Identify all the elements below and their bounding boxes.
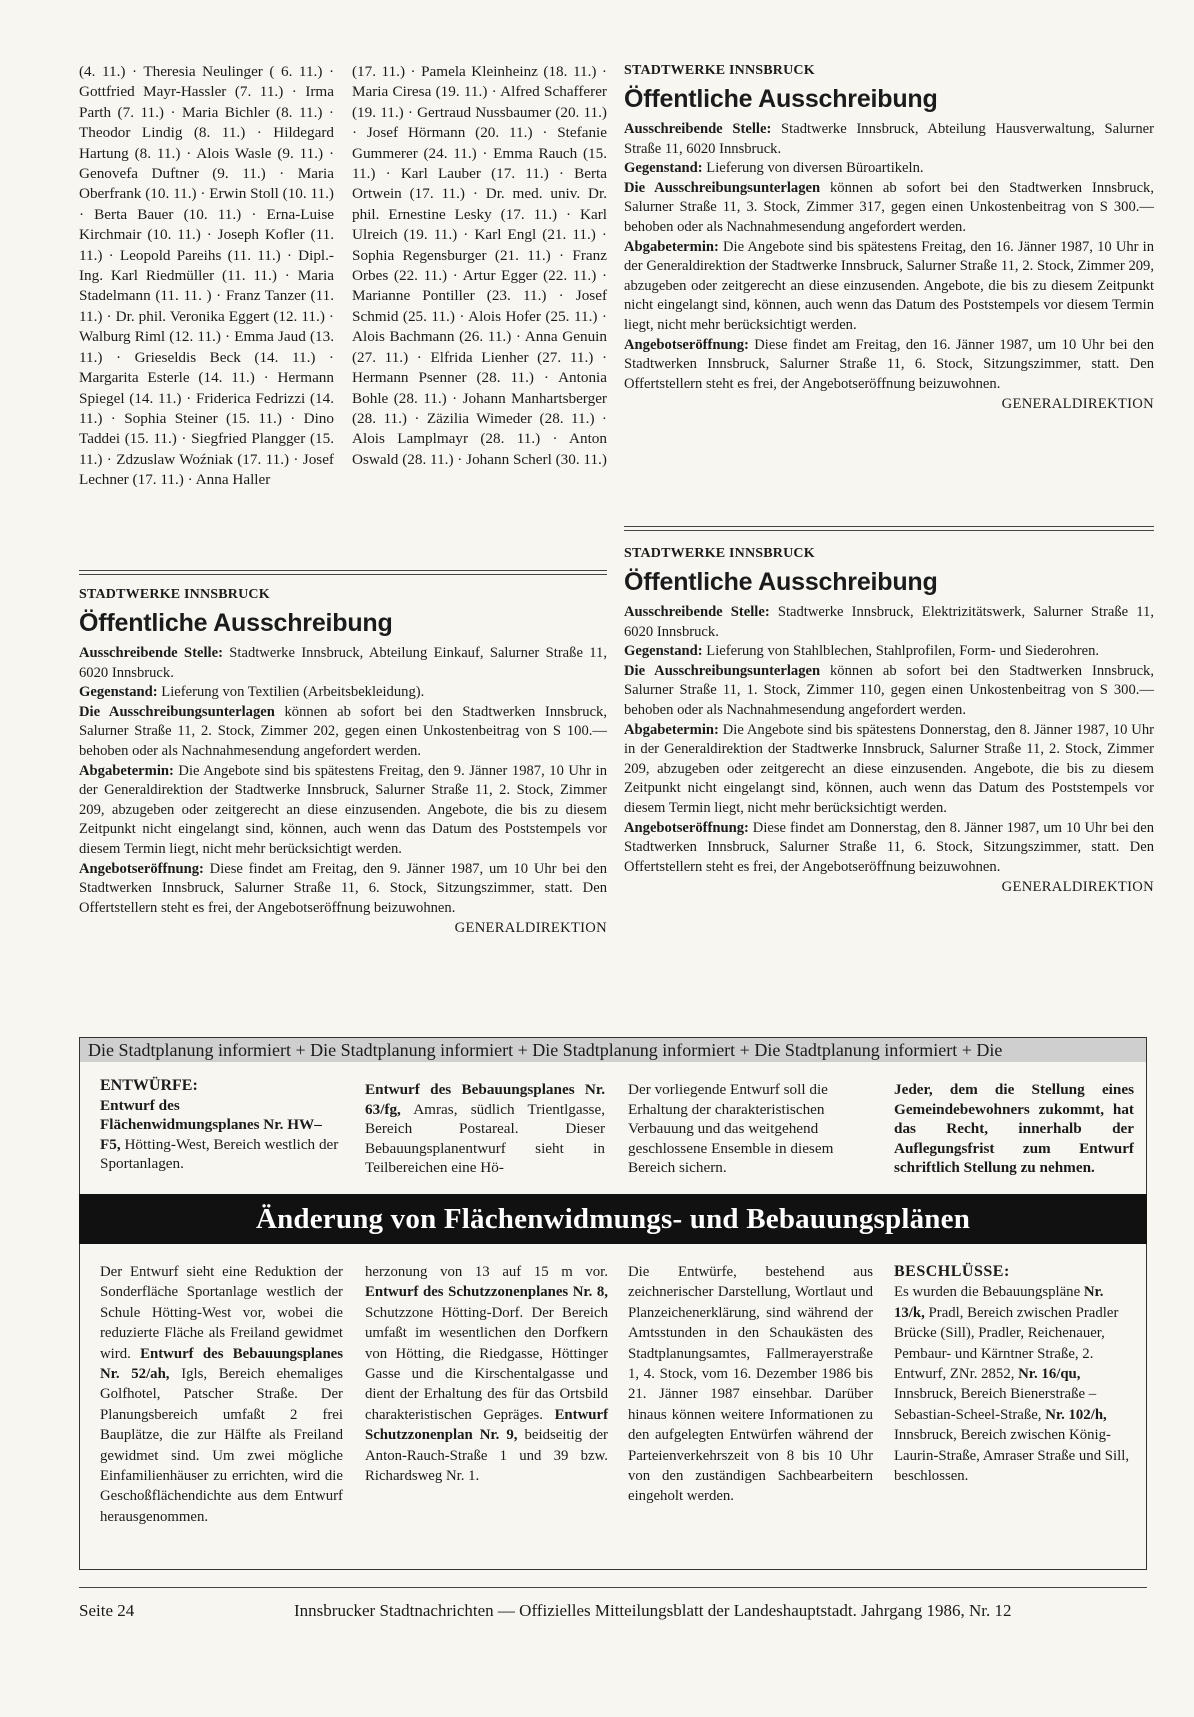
notice-opening: Angebotseröffnung: Diese findet am Freitag, den 9. Jänner 1987, um 10 Uhr bei den Stadtwerken Innsbruck, Salurner Straße 11, 6. Stock, Sitzungszimmer, statt. Den Offertstellern steht es frei, der Angebotseröffnung beizuwohnen. [79, 860, 607, 916]
notice-title: Öffentliche Ausschreibung [624, 568, 938, 596]
notice-stahl [624, 546, 1154, 896]
entwuerfe-column-1 [100, 1076, 340, 1174]
entwuerfe-heading: ENTWÜRFE: [100, 1077, 198, 1094]
notice-subject: Gegenstand: Lieferung von Textilien (Arbeitsbekleidung). [79, 684, 425, 701]
names-column-2: (17. 11.) · Pamela Kleinheinz (18. 11.) · Maria Ciresa (19. 11.) · Alfred Schafferer (19. 11.) · Gertraud Nussbaumer (20. 11.) · Josef Hörmann (20. 11.) · Stefanie Gummerer (24. 11.) · Emma Rauch (15. 11.) · Karl Lauber (17. 11.) · Berta Ortwein (17. 11.) · Dr. med. univ. Dr. phil. Ernestine Lesky (17. 11.) · Karl Ulreich (19. 11.) · Karl Engl (21. 11.) · Sophia Regensburger (21. 11.) · Franz Orbes (22. 11.) · Artur Egger (22. 11.) · Marianne Pontiller (23. 11.) · Josef Schmid (25. 11.) · Alois Hofer (25. 11.) · Alois Bachmann (26. 11.) · Anna Genuin (27. 11.) · Elfrida Lienher (27. 11.) · Hermann Psenner (28. 11.) · Antonia Bohle (28. 11.) · Johann Manhartsberger (28. 11.) · Zäzilia Wimeder (28. 11.) · Alois Lamplmayr (28. 11.) · Anton Oswald (28. 11.) · Johann Scherl (30. 11.) [352, 63, 607, 468]
aenderung-column-2: herzonung von 13 auf 15 m vor. Entwurf des Schutzzonenplanes Nr. 8, Schutzzone Hötting-Dorf. Der Bereich umfaßt im wesentlichen den Dorfkern von Hötting, die Riedgasse, Höttinger Gasse und die Kirschentalgasse und dient der Erhaltung des für das Ortsbild charakteristischen Gepräges. Entwurf Schutzzonenplan Nr. 9, beidseitig der Anton-Rauch-Straße 1 und 39 bzw. Richardsweg Nr. 1. [365, 1264, 608, 1485]
notice-title: Öffentliche Ausschreibung [624, 85, 938, 113]
notice-org: STADTWERKE INNSBRUCK [624, 546, 815, 561]
notice-issuer: Ausschreibende Stelle: Stadtwerke Innsbruck, Elektrizitätswerk, Salurner Straße 11, 6020 Innsbruck. [624, 604, 1154, 640]
entwuerfe-column-2: Entwurf des Bebauungsplanes Nr. 63/fg, Amras, südlich Trientlgasse, Bereich Postareal. Dieser Bebauungsplanentwurf sieht in Teilbereichen eine Hö- [365, 1081, 605, 1177]
notice-signature: GENERALDIREKTION [1001, 396, 1154, 413]
notice-documents: Die Ausschreibungsunterlagen können ab sofort bei den Stadtwerken Innsbruck, Salurner Straße 11, 3. Stock, Zimmer 317, gegen einen Unkostenbeitrag von S 300.— behoben oder als Nachnahmesendung angefordert werden. [624, 179, 1154, 235]
notice-signature: GENERALDIREKTION [454, 920, 607, 937]
notice-deadline: Abgabetermin: Die Angebote sind bis spätestens Donnerstag, den 8. Jänner 1987, 10 Uhr in der Generaldirektion der Stadtwerke Innsbruck, Salurner Straße 11, 2. Stock, Zimmer 209, abzugeben oder zeitgerecht an diese einzusenden. Angebote, die bis zu diesem Zeitpunkt nicht eingelangt sind, können, auch wenn das Datum des Poststempels vor diesem Termin liegt, nicht mehr berücksichtigt werden. [624, 721, 1154, 816]
notice-documents: Die Ausschreibungsunterlagen können ab sofort bei den Stadtwerken Innsbruck, Salurner Straße 11, 1. Stock, Zimmer 110, gegen einen Unkostenbeitrag von S 300.— behoben oder als Nachnahmesendung angefordert werden. [624, 662, 1154, 718]
notice-documents: Die Ausschreibungsunterlagen können ab sofort bei den Stadtwerken Innsbruck, Salurner Straße 11, 2. Stock, Zimmer 202, gegen einen Unkostenbeitrag von S 100.— behoben oder als Nachnahmesendung angefordert werden. [79, 703, 607, 759]
aenderung-column-4: BESCHLÜSSE: Es wurden die Bebauungspläne Nr. 13/k, Pradl, Bereich zwischen Pradler Brücke (Sill), Pradler, Reichenauer, Pembaur- und Kärntner Straße, 2. Entwurf, ZNr. 2852, Nr. 16/qu, Innsbruck, Bereich Bienerstraße – Sebastian-Scheel-Straße, Nr. 102/h, Innsbruck, Bereich zwischen König-Laurin-Straße, Amraser Straße und Sill, beschlossen. [894, 1262, 1134, 1486]
entwuerfe-column-3: Der vorliegende Entwurf soll die Erhaltung der charakteristischen Verbauung und das weitgehend geschlossene Ensemble in diesem Bereich sichern. [628, 1081, 834, 1177]
beschluesse-heading: BESCHLÜSSE: [894, 1263, 1010, 1280]
notice-deadline: Abgabetermin: Die Angebote sind bis spätestens Freitag, den 9. Jänner 1987, 10 Uhr in der Generaldirektion der Stadtwerke Innsbruck, Salurner Straße 11, 2. Stock, Zimmer 209, abzugeben oder zeitgerecht an diese einzusenden. Angebote, die bis zu diesem Zeitpunkt nicht eingelangt sind, können, auch wenn das Datum des Poststempels vor diesem Termin liegt, nicht mehr berücksichtigt werden. [79, 762, 607, 857]
divider-rule [624, 526, 1154, 531]
notice-signature: GENERALDIREKTION [1001, 879, 1154, 896]
aenderung-headline: Änderung von Flächenwidmungs- und Bebauungsplänen [79, 1194, 1147, 1244]
notice-org: STADTWERKE INNSBRUCK [624, 63, 815, 78]
notice-subject: Gegenstand: Lieferung von Stahlblechen, Stahlprofilen, Form- und Siederohren. [624, 643, 1100, 660]
stadtplanung-ticker: Die Stadtplanung informiert + Die Stadtplanung informiert + Die Stadtplanung informiert + Die Stadtplanung informiert + Die [80, 1038, 1146, 1062]
footer-page-number: Seite 24 [79, 1601, 135, 1620]
notice-org: STADTWERKE INNSBRUCK [79, 587, 270, 602]
entwuerfe-text: Entwurf des Flächenwidmungsplanes Nr. HW–F5, Hötting-West, Bereich westlich der Sportanlagen. [100, 1096, 339, 1173]
aenderung-column-3: Die Entwürfe, bestehend aus zeichnerischer Darstellung, Wortlaut und Planzeichenerklärung, sind während der Amtsstunden in den Schaukästen des Stadtplanungsamtes, Fallmerayerstraße 1, 4. Stock, vom 16. Dezember 1986 bis 21. Jänner 1987 einsehbar. Darüber hinaus können weitere Informationen zu den aufgelegten Entwürfen während der Parteienverkehrszeit von 8 bis 10 Uhr von den zuständigen Sachbearbeitern eingeholt werden. [628, 1264, 873, 1505]
notice-issuer: Ausschreibende Stelle: Stadtwerke Innsbruck, Abteilung Einkauf, Salurner Straße 11, 6020 Innsbruck. [79, 645, 607, 681]
divider-rule [79, 570, 607, 575]
notice-title: Öffentliche Ausschreibung [79, 609, 393, 637]
footer-rule [79, 1587, 1147, 1588]
footer-masthead: Innsbrucker Stadtnachrichten — Offizielles Mitteilungsblatt der Landeshauptstadt. Jahrgang 1986, Nr. 12 [294, 1601, 1012, 1620]
notice-textilien [79, 587, 607, 937]
notice-subject: Gegenstand: Lieferung von diversen Büroartikeln. [624, 160, 924, 177]
notice-opening: Angebotseröffnung: Diese findet am Donnerstag, den 8. Jänner 1987, um 10 Uhr bei den Stadtwerken Innsbruck, Salurner Straße 11, 6. Stock, Sitzungszimmer, statt. Den Offertstellern steht es frei, der Angebotseröffnung beizuwohnen. [624, 819, 1154, 875]
names-column-1: (4. 11.) · Theresia Neulinger ( 6. 11.) · Gottfried Mayr-Hassler (7. 11.) · Irma Parth (7. 11.) · Maria Bichler (8. 11.) · Theodor Lindig (8. 11.) · Hildegard Hartung (8. 11.) · Alois Wasle (9. 11.) · Genovefa Duftner (9. 11.) · Maria Oberfrank (10. 11.) · Erwin Stoll (10. 11.) · Berta Bauer (10. 11.) · Erna-Luise Kirchmair (10. 11.) · Joseph Kofler (11. 11.) · Leopold Pareihs (11. 11.) · Dipl.-Ing. Karl Riedmüller (11. 11.) · Maria Stadelmann (11. 11. ) · Franz Tanzer (11. 11.) · Dr. phil. Veronika Eggert (12. 11.) · Walburg Riml (12. 11.) · Emma Jaud (13. 11.) · Grieseldis Beck (14. 11.) · Margarita Esterle (14. 11.) · Hermann Spiegel (14. 11.) · Friderica Fedrizzi (14. 11.) · Sophia Steiner (15. 11.) · Dino Taddei (15. 11.) · Siegfried Plangger (15. 11.) · Zdzuslaw Woźniak (17. 11.) · Josef Lechner (17. 11.) · Anna Haller [79, 63, 334, 489]
aenderung-column-1: Der Entwurf sieht eine Reduktion der Sonderfläche Sportanlage westlich der Schule Hötting-West vor, wobei die reduzierte Fläche als Freiland gewidmet wird. Entwurf des Bebauungsplanes Nr. 52/ah, Igls, Bereich ehemaliges Golfhotel, Patscher Straße. Der Planungsbereich umfaßt 2 frei Bauplätze, die zur Hälfte als Freiland gewidmet sind. Um zwei mögliche Einfamilienhäuser zu errichten, wird die Geschoßflächendichte aus dem Entwurf herausgenommen. [100, 1264, 344, 1525]
notice-deadline: Abgabetermin: Die Angebote sind bis spätestens Freitag, den 16. Jänner 1987, 10 Uhr in der Generaldirektion der Stadtwerke Innsbruck, Salurner Straße 11, 2. Stock, Zimmer 209, abzugeben oder zeitgerecht an diese einzusenden. Angebote, die bis zu diesem Zeitpunkt nicht eingelangt sind, können, auch wenn das Datum des Poststempels vor diesem Termin liegt, nicht mehr berücksichtigt werden. [624, 238, 1154, 333]
notice-issuer: Ausschreibende Stelle: Stadtwerke Innsbruck, Abteilung Hausverwaltung, Salurner Straße 11, 6020 Innsbruck. [624, 121, 1154, 157]
notice-opening: Angebotseröffnung: Diese findet am Freitag, den 16. Jänner 1987, um 10 Uhr bei den Stadtwerken Innsbruck, Salurner Straße 11, 6. Stock, Sitzungszimmer, statt. Den Offertstellern steht es frei, der Angebotseröffnung beizuwohnen. [624, 336, 1154, 392]
notice-bueroartikel [624, 63, 1154, 413]
entwuerfe-column-4: Jeder, dem die Stellung eines Gemeindebewohners zukommt, hat das Recht, innerhalb der Auflegungsfrist zum Entwurf schriftlich Stellung zu nehmen. [894, 1081, 1134, 1177]
